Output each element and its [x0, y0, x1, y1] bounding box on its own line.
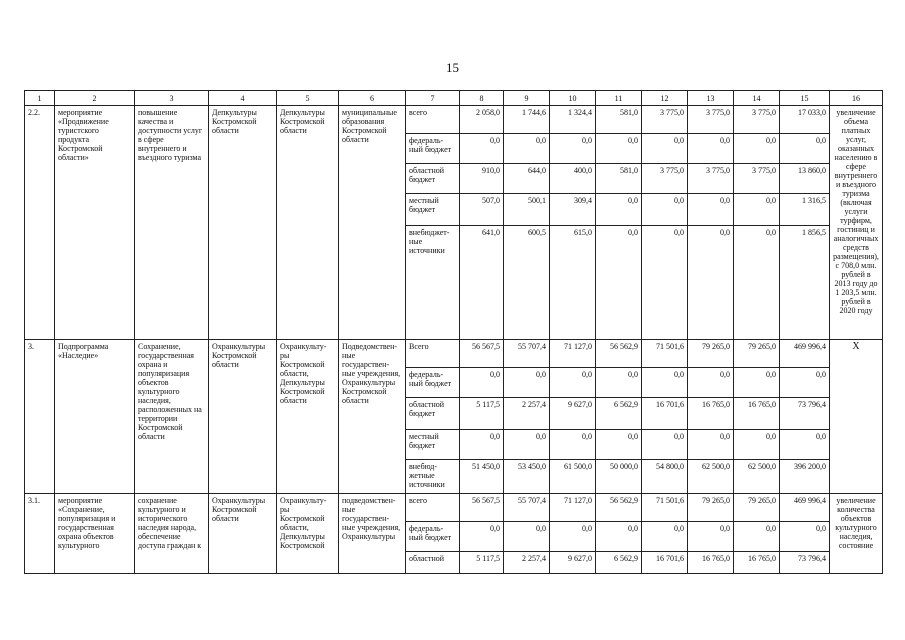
header-row	[25, 91, 883, 106]
amount-cell: 0,0	[596, 194, 642, 226]
amount-cell: 73 796,4	[780, 398, 830, 430]
amount-cell: 79 265,0	[688, 340, 734, 368]
amount-cell: 1 316,5	[780, 194, 830, 226]
amount-cell: 71 501,6	[642, 340, 688, 368]
amount-cell: 56 562,9	[596, 340, 642, 368]
amount-cell: 50 000,0	[596, 460, 642, 494]
table-row	[25, 106, 883, 134]
amount-cell: 641,0	[460, 226, 504, 340]
amount-cell: 56 562,9	[596, 494, 642, 522]
amount-cell: 5 117,5	[460, 552, 504, 574]
amount-cell: 62 500,0	[688, 460, 734, 494]
amount-cell: 71 501,6	[642, 494, 688, 522]
amount-cell: 581,0	[596, 106, 642, 134]
amount-cell: 0,0	[642, 522, 688, 552]
amount-cell: 2 257,4	[504, 552, 550, 574]
amount-cell: 13 860,0	[780, 164, 830, 194]
amount-cell: 581,0	[596, 164, 642, 194]
amount-cell: 0,0	[688, 430, 734, 460]
funding-source: областной бюджет	[406, 398, 460, 430]
amount-cell: 16 765,0	[688, 398, 734, 430]
amount-cell: 9 627,0	[550, 398, 596, 430]
amount-cell: 309,4	[550, 194, 596, 226]
amount-cell: 0,0	[596, 522, 642, 552]
amount-cell: 54 800,0	[642, 460, 688, 494]
amount-cell: 0,0	[460, 430, 504, 460]
amount-cell: 0,0	[734, 368, 780, 398]
funding-source: внебюджет-ные источники	[406, 226, 460, 340]
amount-cell: 3 775,0	[688, 106, 734, 134]
funds-recipient: муниципальные образования Костромской области	[339, 106, 406, 340]
funding-source: всего	[406, 106, 460, 134]
amount-cell: 0,0	[550, 430, 596, 460]
amount-cell: 0,0	[642, 134, 688, 164]
column-header: 3	[135, 91, 209, 106]
amount-cell: 0,0	[734, 134, 780, 164]
column-header: 16	[830, 91, 883, 106]
amount-cell: 6 562,9	[596, 552, 642, 574]
expected-result: Х	[830, 340, 883, 494]
amount-cell: 0,0	[780, 430, 830, 460]
amount-cell: 0,0	[550, 134, 596, 164]
item-goal: повышение качества и доступности услуг в сфере внутреннего и въездного туризма	[135, 106, 209, 340]
page-number: 15	[446, 60, 459, 75]
funding-source: внебюд-жетные источники	[406, 460, 460, 494]
item-code: 2.2.	[25, 106, 55, 340]
amount-cell: 79 265,0	[734, 494, 780, 522]
co-executor: Охранкульту-ры Костромской области, Депкультуры Костромской области	[277, 340, 339, 494]
amount-cell: 55 707,4	[504, 340, 550, 368]
amount-cell: 0,0	[688, 368, 734, 398]
amount-cell: 53 450,0	[504, 460, 550, 494]
amount-cell: 0,0	[734, 430, 780, 460]
amount-cell: 56 567,5	[460, 340, 504, 368]
amount-cell: 5 117,5	[460, 398, 504, 430]
funding-source: областной бюджет	[406, 164, 460, 194]
funding-source: федераль-ный бюджет	[406, 134, 460, 164]
amount-cell: 0,0	[642, 226, 688, 340]
amount-cell: 0,0	[688, 522, 734, 552]
amount-cell: 62 500,0	[734, 460, 780, 494]
amount-cell: 61 500,0	[550, 460, 596, 494]
funding-source: местный бюджет	[406, 430, 460, 460]
amount-cell: 3 775,0	[734, 164, 780, 194]
amount-cell: 0,0	[642, 194, 688, 226]
column-header: 4	[209, 91, 277, 106]
amount-cell: 79 265,0	[734, 340, 780, 368]
amount-cell: 0,0	[688, 194, 734, 226]
responsible-executor: Депкультуры Костромской области	[209, 106, 277, 340]
amount-cell: 0,0	[460, 368, 504, 398]
funds-recipient: Подведомствен-ные государствен-ные учреждения, Охранкультуры Костромской области	[339, 340, 406, 494]
amount-cell: 396 200,0	[780, 460, 830, 494]
amount-cell: 73 796,4	[780, 552, 830, 574]
table-body	[25, 91, 883, 574]
amount-cell: 6 562,9	[596, 398, 642, 430]
amount-cell: 0,0	[596, 368, 642, 398]
amount-cell: 0,0	[504, 134, 550, 164]
amount-cell: 0,0	[550, 522, 596, 552]
funding-source: Всего	[406, 340, 460, 368]
amount-cell: 0,0	[550, 368, 596, 398]
funds-recipient: подведомствен-ные государствен-ные учреждения, Охранкультуры	[339, 494, 406, 574]
amount-cell: 16 765,0	[688, 552, 734, 574]
amount-cell: 0,0	[596, 226, 642, 340]
item-code: 3.	[25, 340, 55, 494]
table-row	[25, 494, 883, 522]
amount-cell: 16 765,0	[734, 398, 780, 430]
amount-cell: 71 127,0	[550, 494, 596, 522]
amount-cell: 0,0	[734, 226, 780, 340]
responsible-executor: Охранкультуры Костромской области	[209, 494, 277, 574]
amount-cell: 2 058,0	[460, 106, 504, 134]
amount-cell: 400,0	[550, 164, 596, 194]
item-code: 3.1.	[25, 494, 55, 574]
amount-cell: 507,0	[460, 194, 504, 226]
amount-cell: 1 744,6	[504, 106, 550, 134]
amount-cell: 910,0	[460, 164, 504, 194]
amount-cell: 0,0	[734, 194, 780, 226]
amount-cell: 500,1	[504, 194, 550, 226]
amount-cell: 3 775,0	[734, 106, 780, 134]
co-executor: Депкультуры Костромской области	[277, 106, 339, 340]
amount-cell: 9 627,0	[550, 552, 596, 574]
column-header: 5	[277, 91, 339, 106]
amount-cell: 469 996,4	[780, 494, 830, 522]
item-goal: сохранение культурного и исторического наследия народа, обеспечение доступа граждан к	[135, 494, 209, 574]
amount-cell: 16 701,6	[642, 398, 688, 430]
amount-cell: 1 324,4	[550, 106, 596, 134]
amount-cell: 16 701,6	[642, 552, 688, 574]
co-executor: Охранкульту-ры Костромской области, Депкультуры Костромской	[277, 494, 339, 574]
column-header: 15	[780, 91, 830, 106]
funding-source: всего	[406, 494, 460, 522]
table-row	[25, 340, 883, 368]
expected-result: увеличение количества объектов культурного наследия, состояние	[830, 494, 883, 574]
amount-cell: 0,0	[460, 522, 504, 552]
amount-cell: 56 567,5	[460, 494, 504, 522]
column-header: 11	[596, 91, 642, 106]
amount-cell: 55 707,4	[504, 494, 550, 522]
amount-cell: 0,0	[688, 226, 734, 340]
amount-cell: 0,0	[642, 430, 688, 460]
column-header: 8	[460, 91, 504, 106]
amount-cell: 0,0	[734, 522, 780, 552]
amount-cell: 2 257,4	[504, 398, 550, 430]
column-header: 13	[688, 91, 734, 106]
amount-cell: 0,0	[504, 430, 550, 460]
amount-cell: 0,0	[596, 134, 642, 164]
item-name: мероприятие «Продвижение туристского продукта Костромской области»	[55, 106, 135, 340]
amount-cell: 469 996,4	[780, 340, 830, 368]
amount-cell: 79 265,0	[688, 494, 734, 522]
responsible-executor: Охранкультуры Костромской области	[209, 340, 277, 494]
amount-cell: 0,0	[504, 522, 550, 552]
budget-table	[24, 90, 883, 574]
funding-source: федераль-ный бюджет	[406, 522, 460, 552]
funding-source: федераль-ный бюджет	[406, 368, 460, 398]
column-header: 14	[734, 91, 780, 106]
amount-cell: 0,0	[642, 368, 688, 398]
column-header: 9	[504, 91, 550, 106]
amount-cell: 3 775,0	[642, 106, 688, 134]
item-name: мероприятие «Сохранение, популяризация и государственная охрана объектов культурного	[55, 494, 135, 574]
amount-cell: 3 775,0	[688, 164, 734, 194]
amount-cell: 600,5	[504, 226, 550, 340]
amount-cell: 0,0	[780, 368, 830, 398]
amount-cell: 51 450,0	[460, 460, 504, 494]
column-header: 12	[642, 91, 688, 106]
amount-cell: 71 127,0	[550, 340, 596, 368]
amount-cell: 0,0	[460, 134, 504, 164]
column-header: 1	[25, 91, 55, 106]
column-header: 10	[550, 91, 596, 106]
item-goal: Сохранение, государственная охрана и популяризация объектов культурного наследия, расположенных на территории Костромской области	[135, 340, 209, 494]
amount-cell: 0,0	[596, 430, 642, 460]
amount-cell: 17 033,0	[780, 106, 830, 134]
column-header: 2	[55, 91, 135, 106]
amount-cell: 0,0	[688, 134, 734, 164]
column-header: 6	[339, 91, 406, 106]
amount-cell: 644,0	[504, 164, 550, 194]
item-name: Подпрограмма «Наследие»	[55, 340, 135, 494]
expected-result: увеличение объема платных услуг, оказанных населению в сфере внутреннего и въездного туризма (включая услуги турфирм, гостиниц и аналогичных средств размещения), с 708,0 млн. рублей в 2013 году до 1 203,5 млн. рублей в 2020 году	[830, 106, 883, 340]
amount-cell: 16 765,0	[734, 552, 780, 574]
amount-cell: 1 856,5	[780, 226, 830, 340]
funding-source: местный бюджет	[406, 194, 460, 226]
column-header: 7	[406, 91, 460, 106]
amount-cell: 3 775,0	[642, 164, 688, 194]
amount-cell: 615,0	[550, 226, 596, 340]
amount-cell: 0,0	[780, 522, 830, 552]
amount-cell: 0,0	[780, 134, 830, 164]
amount-cell: 0,0	[504, 368, 550, 398]
funding-source: областной	[406, 552, 460, 574]
